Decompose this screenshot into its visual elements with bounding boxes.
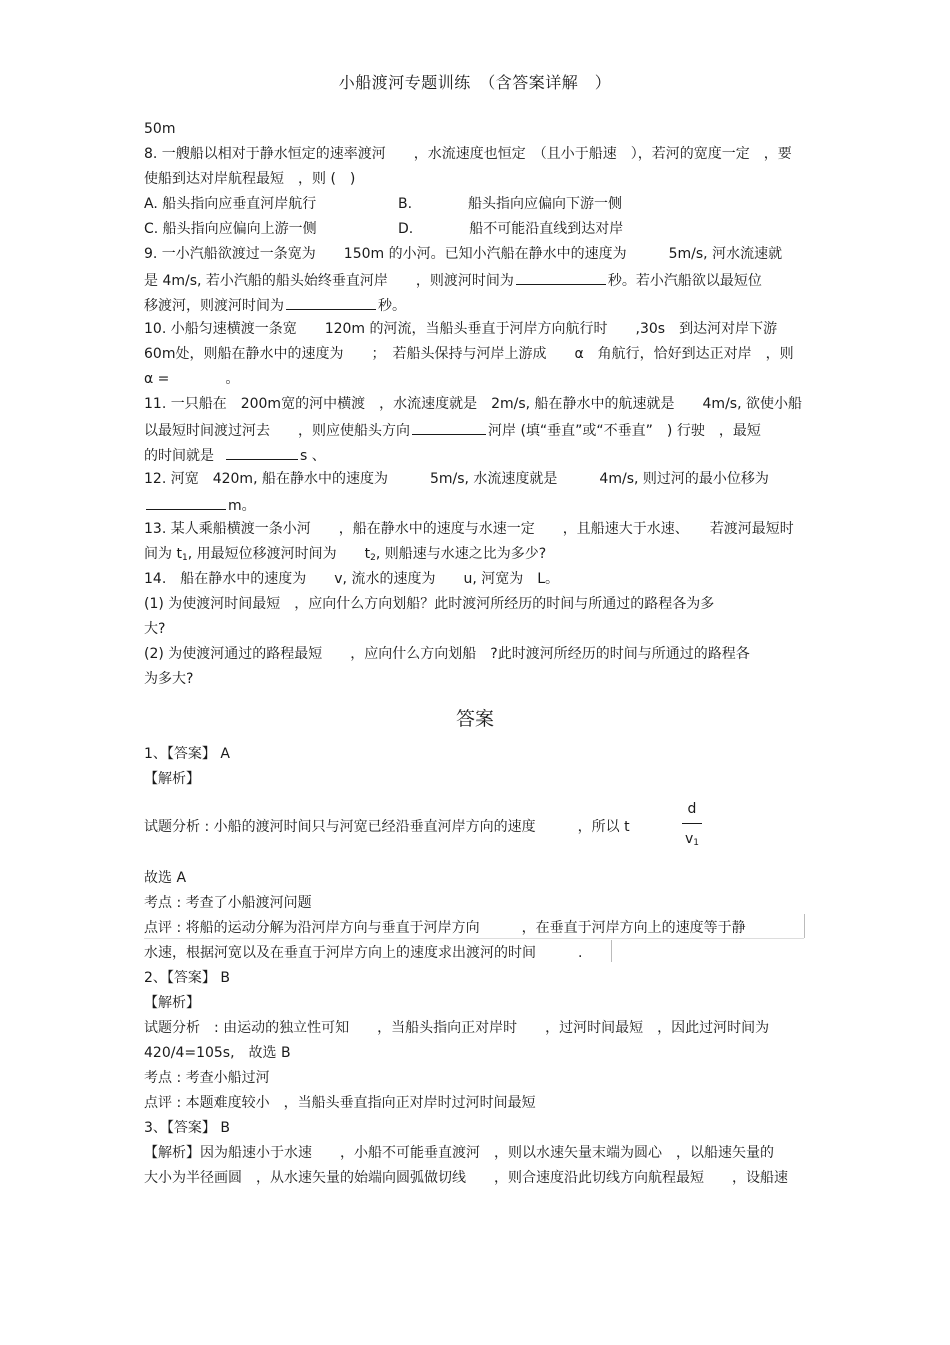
text-segment: 移渡河，则渡河时间为	[144, 298, 284, 314]
text-segment: , 则船速与水速之比为多少?	[375, 546, 547, 562]
text-segment: 秒。若小汽船欲以最短位	[607, 273, 762, 289]
question-9-line: 9. 一小汽船欲渡过一条宽为 150m 的小河。已知小汽船在静水中的速度为 5m/s, 河水流速就	[144, 246, 783, 262]
answer-blank	[412, 420, 486, 435]
answer-blank	[516, 270, 606, 285]
option-b: B. 船头指向应偏向下游一侧	[398, 196, 623, 212]
text-segment: , 用最短位移渡河时间为 t	[187, 546, 371, 562]
answer-line: 考点 : 考查小船过河	[144, 1070, 270, 1086]
fraction-numerator: d	[687, 801, 697, 817]
text-line: 50m	[144, 121, 176, 137]
text-segment: 秒。	[378, 298, 406, 314]
question-14-line: 14. 船在静水中的速度为 v, 流水的速度为 u, 河宽为 L。	[144, 571, 560, 587]
answer-line: 【解析】	[144, 771, 200, 787]
text-segment: v	[684, 831, 694, 847]
fraction	[682, 800, 702, 852]
divider	[144, 938, 804, 939]
text-segment: 的时间就是	[144, 448, 214, 464]
question-12-line	[144, 495, 256, 515]
fraction-bar	[682, 823, 702, 824]
answer-line: 水速，根据河宽以及在垂直于河岸方向上的速度求出渡河的时间 .	[144, 945, 583, 961]
question-13-line: 13. 某人乘船横渡一条小河 ，船在静水中的速度与水速一定 ，且船速大于水速、 若渡河最短时	[144, 521, 794, 537]
answer-line: 1、【答案】 A	[144, 746, 230, 762]
answer-line: 试题分析 : 小船的渡河时间只与河宽已经沿垂直河岸方向的速度 ，所以 t	[144, 819, 630, 835]
divider	[611, 940, 612, 962]
text-segment: s 、	[300, 448, 326, 464]
answer-line: 点评 : 将船的运动分解为沿河岸方向与垂直于河岸方向 ，在垂直于河岸方向上的速度等于静	[144, 920, 746, 936]
question-14-line: 大?	[144, 621, 166, 637]
answer-line: 2、【答案】 B	[144, 970, 230, 986]
question-11-line: 11. 一只船在 200m宽的河中横渡 ，水流速度就是 2m/s, 船在静水中的航速就是 4m/s, 欲使小船	[144, 396, 802, 412]
question-9-line	[144, 295, 406, 315]
text-segment: 是 4m/s, 若小汽船的船头始终垂直河岸 ，则渡河时间为	[144, 273, 514, 289]
option-c: C. 船头指向应偏向上游一侧	[144, 221, 317, 237]
question-8-line: 使船到达对岸航程最短 ，则 ( )	[144, 171, 356, 187]
question-11-line	[144, 445, 326, 465]
answer-line: 【解析】	[144, 995, 200, 1011]
answer-line: 考点 : 考查了小船渡河问题	[144, 895, 312, 911]
answer-blank	[286, 295, 376, 310]
answer-line: 420/4=105s, 故选 B	[144, 1045, 291, 1061]
question-14-line: (2) 为使渡河通过的路程最短 ，应向什么方向划船 ?此时渡河所经历的时间与所通过的路程各	[144, 646, 750, 662]
answers-heading: 答案	[455, 708, 494, 730]
question-10-line: 60m处，则船在静水中的速度为 ； 若船头保持与河岸上游成 α 角航行，恰好到达正对岸 ，则	[144, 346, 794, 362]
answer-line: 3、【答案】 B	[144, 1120, 230, 1136]
document-title: 小船渡河专题训练 （含答案详解 ）	[338, 73, 612, 92]
answer-blank	[146, 495, 226, 510]
answer-blank	[226, 445, 298, 460]
answer-line: 故选 A	[144, 870, 187, 886]
question-12-line: 12. 河宽 420m, 船在静水中的速度为 5m/s, 水流速度就是 4m/s, 则过河的最小位移为	[144, 471, 769, 487]
subscript: 2	[370, 553, 376, 563]
answer-line: 点评 : 本题难度较小 ，当船头垂直指向正对岸时过河时间最短	[144, 1095, 536, 1111]
question-10-line: α = 。	[144, 371, 240, 387]
answer-line: 试题分析 : 由运动的独立性可知 ，当船头指向正对岸时 ，过河时间最短 ，因此过河时间为	[144, 1020, 770, 1036]
question-14-line: 为多大?	[144, 671, 194, 687]
question-13-line	[144, 545, 546, 567]
text-segment: 河岸 (填“垂直”或“不垂直” ) 行驶 ，最短	[488, 423, 761, 439]
subscript: 1	[181, 553, 188, 563]
question-9-line	[144, 270, 762, 290]
text-segment: 以最短时间渡过河去 ，则应使船头方向	[144, 423, 410, 439]
text-segment: 间为 t	[144, 546, 182, 562]
fraction-denominator	[682, 830, 702, 852]
text-segment: m。	[228, 498, 256, 514]
question-8-line: 8. 一艘船以相对于静水恒定的速率渡河 ，水流速度也恒定 （且小于船速 ），若河的宽度一定 ，要	[144, 146, 792, 162]
divider	[804, 914, 805, 938]
question-14-line: (1) 为使渡河时间最短 ，应向什么方向划船？此时渡河所经历的时间与所通过的路程各为多	[144, 596, 715, 612]
answer-line: 大小为半径画圆 ，从水速矢量的始端向圆弧做切线 ，则合速度沿此切线方向航程最短 ，设船速	[144, 1170, 788, 1186]
option-d: D. 船不可能沿直线到达对岸	[398, 221, 624, 237]
question-11-line	[144, 420, 761, 440]
option-a: A. 船头指向应垂直河岸航行	[144, 196, 317, 212]
answer-line: 【解析】因为船速小于水速 ，小船不可能垂直渡河 ，则以水速矢量末端为圆心 ，以船速矢量的	[144, 1145, 774, 1161]
subscript: 1	[693, 838, 700, 848]
question-10-line: 10. 小船匀速横渡一条宽 120m 的河流，当船头垂直于河岸方向航行时 ,30s 到达河对岸下游	[144, 321, 778, 337]
